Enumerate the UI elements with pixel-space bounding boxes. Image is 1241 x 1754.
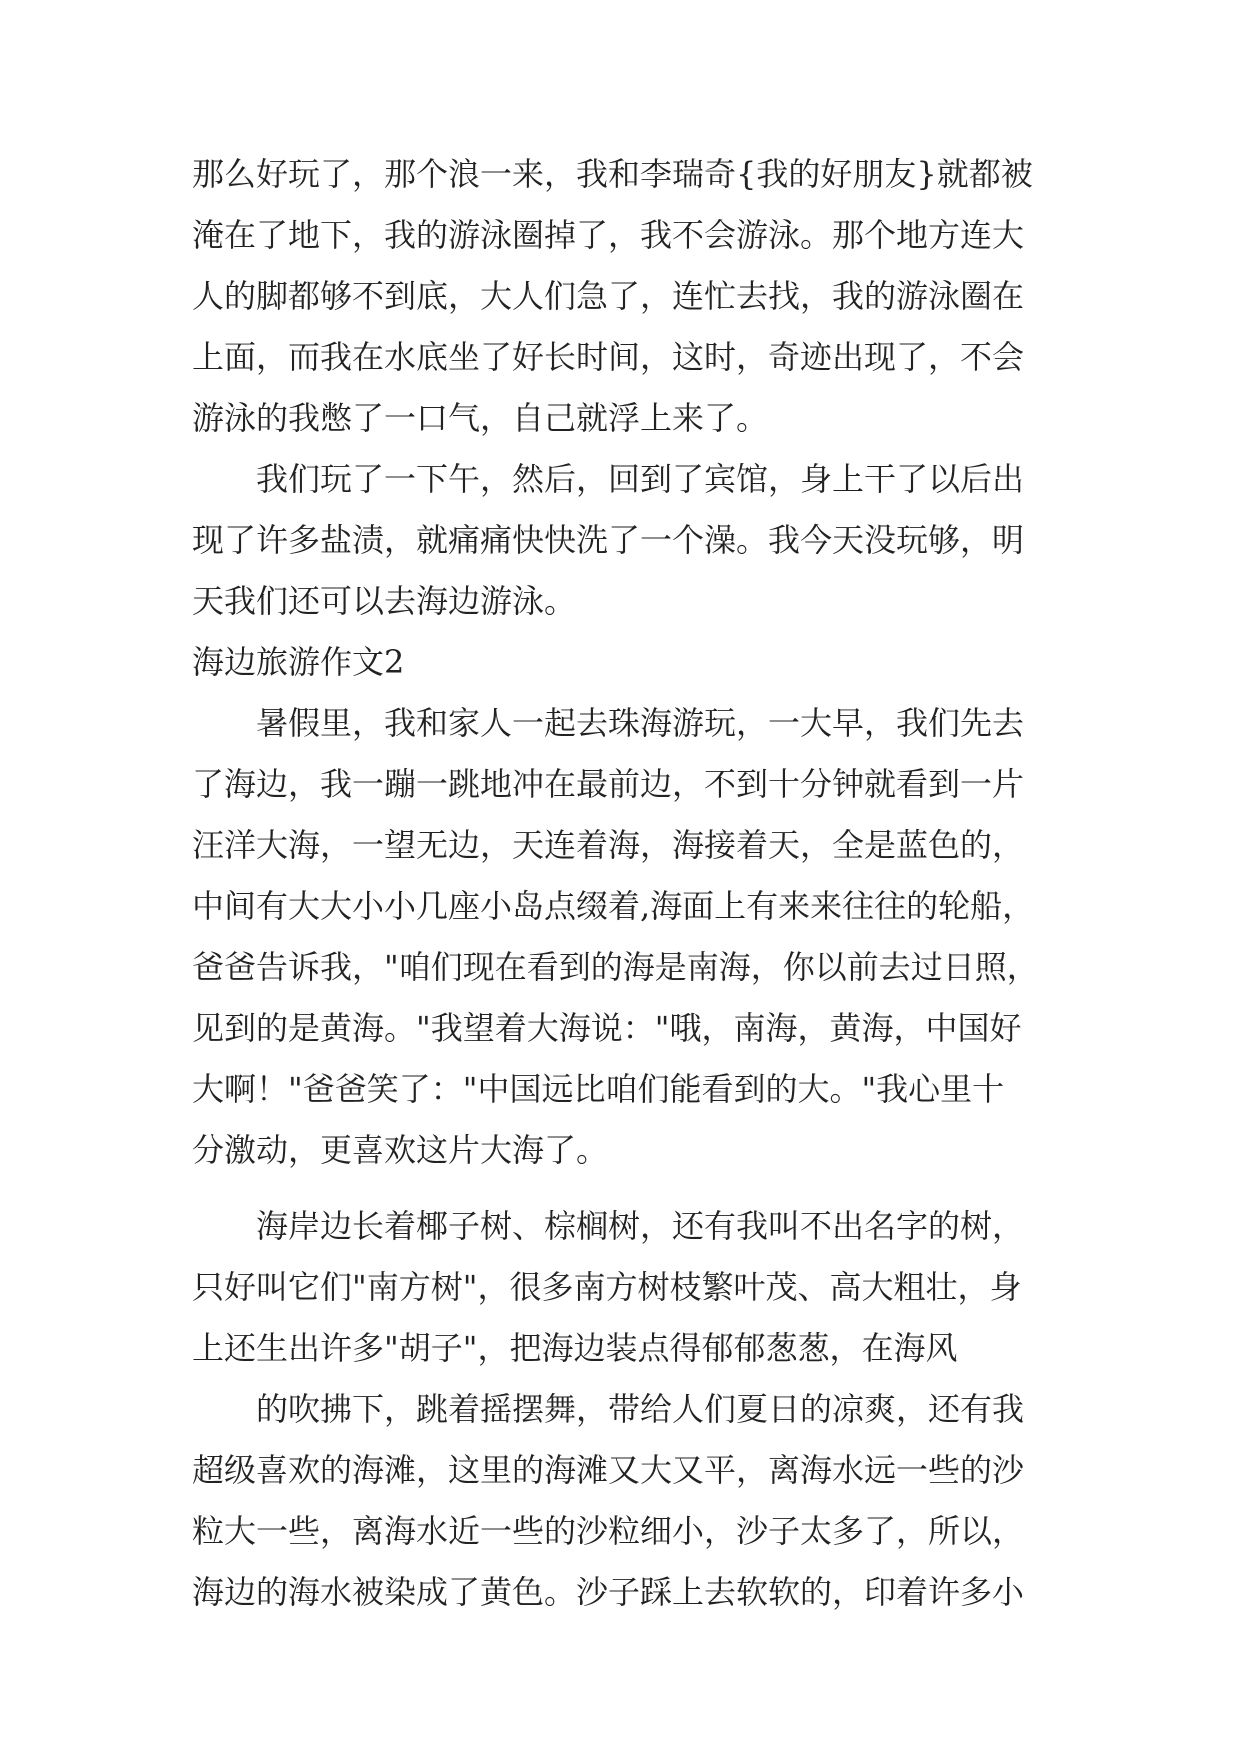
heading-text: 海边旅游作文2 <box>192 643 405 681</box>
text-line: 粒大一些，离海水近一些的沙粒细小，沙子太多了，所以， <box>192 1512 1025 1550</box>
paragraph <box>192 1196 1062 1379</box>
text-line: 人的脚都够不到底，大人们急了，连忙去找，我的游泳圈在 <box>192 277 1025 315</box>
text-line: 分激动，更喜欢这片大海了。 <box>192 1131 609 1169</box>
text-line: 只好叫它们"南方树"，很多南方树枝繁叶茂、高大粗壮，身 <box>192 1268 1022 1306</box>
paragraph <box>192 1379 1062 1623</box>
text-line: 大啊！"爸爸笑了："中国远比咱们能看到的大。"我心里十 <box>192 1070 1005 1108</box>
text-line: 我们玩了一下午，然后，回到了宾馆，身上干了以后出 <box>256 460 1025 498</box>
text-line: 了海边，我一蹦一跳地冲在最前边，不到十分钟就看到一片 <box>192 765 1025 803</box>
text-line: 见到的是黄海。"我望着大海说："哦，南海，黄海，中国好 <box>192 1009 1022 1047</box>
text-line: 的吹拂下，跳着摇摆舞，带给人们夏日的凉爽，还有我 <box>256 1390 1025 1428</box>
text-line: 汪洋大海，一望无边，天连着海，海接着天，全是蓝色的， <box>192 826 1025 864</box>
text-line: 上面，而我在水底坐了好长时间，这时，奇迹出现了，不会 <box>192 338 1025 376</box>
paragraph <box>192 449 1062 632</box>
paragraph <box>192 144 1062 449</box>
text-line: 上还生出许多"胡子"，把海边装点得郁郁葱葱，在海风 <box>192 1329 958 1367</box>
text-line: 游泳的我憋了一口气，自己就浮上来了。 <box>192 399 769 437</box>
text-line: 那么好玩了，那个浪一来，我和李瑞奇{我的好朋友}就都被 <box>192 155 1033 193</box>
text-line: 超级喜欢的海滩，这里的海滩又大又平，离海水远一些的沙 <box>192 1451 1025 1489</box>
section-heading <box>192 632 1062 693</box>
paragraph-gap <box>192 1181 1062 1196</box>
text-line: 海岸边长着椰子树、棕榈树，还有我叫不出名字的树， <box>256 1207 1025 1245</box>
text-line: 天我们还可以去海边游泳。 <box>192 582 577 620</box>
text-line: 淹在了地下，我的游泳圈掉了，我不会游泳。那个地方连大 <box>192 216 1025 254</box>
text-line: 现了许多盐渍，就痛痛快快洗了一个澡。我今天没玩够，明 <box>192 521 1025 559</box>
document-body <box>192 144 1062 1623</box>
paragraph <box>192 693 1062 1181</box>
text-line: 中间有大大小小几座小岛点缀着,海面上有来来往往的轮船， <box>192 887 1035 925</box>
text-line: 爸爸告诉我，"咱们现在看到的海是南海，你以前去过日照， <box>192 948 1039 986</box>
text-line: 暑假里，我和家人一起去珠海游玩，一大早，我们先去 <box>256 704 1025 742</box>
text-line: 海边的海水被染成了黄色。沙子踩上去软软的，印着许多小 <box>192 1573 1025 1611</box>
